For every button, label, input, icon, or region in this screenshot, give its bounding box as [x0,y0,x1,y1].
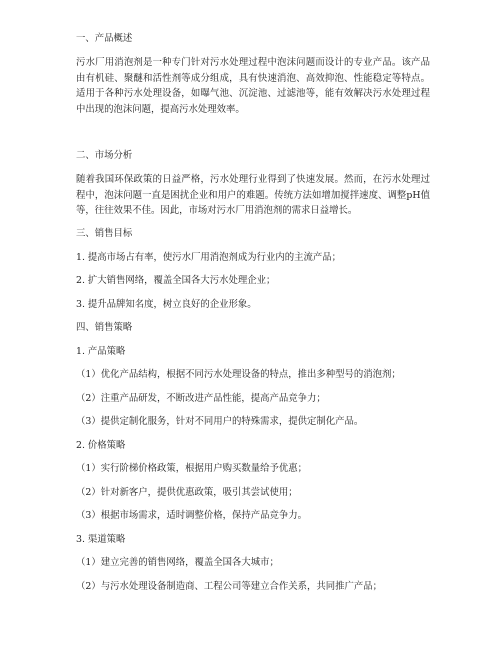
target-item: 2. 扩大销售网络，覆盖全国各大污水处理企业； [76,275,276,286]
channel-strategy-item: （1）建立完善的销售网络，覆盖全国各大城市； [76,557,279,568]
section-heading-strategy: 四、销售策略 [76,322,133,333]
subheading-channel-strategy: 3. 渠道策略 [76,534,126,545]
section-heading-targets: 三、销售目标 [76,228,133,239]
product-strategy-item: （3）提供定制化服务，针对不同用户的特殊需求，提供定制化产品。 [76,416,364,427]
channel-strategy-item: （2）与污水处理设备制造商、工程公司等建立合作关系，共同推广产品； [76,581,382,592]
target-item: 3. 提升品牌知名度，树立良好的企业形象。 [76,299,257,310]
product-strategy-item: （1）优化产品结构，根据不同污水处理设备的特点，推出多种型号的消泡剂； [76,369,401,380]
section-heading-market: 二、市场分析 [76,150,133,161]
price-strategy-item: （3）根据市场需求，适时调整价格，保持产品竞争力。 [76,510,307,521]
product-strategy-item: （2）注重产品研发，不断改进产品性能，提高产品竞争力； [76,393,326,404]
subheading-product-strategy: 1. 产品策略 [76,346,126,357]
price-strategy-item: （1）实行阶梯价格政策，根据用户购买数量给予优惠； [76,463,307,474]
price-strategy-item: （2）针对新客户，提供优惠政策，吸引其尝试使用； [76,487,298,498]
target-item: 1. 提高市场占有率，使污水厂用消泡剂成为行业内的主流产品； [76,252,342,263]
subheading-price-strategy: 2. 价格策略 [76,440,126,451]
overview-paragraph: 污水厂用消泡剂是一种专门针对污水处理过程中泡沫问题而设计的专业产品。该产品由有机硅、聚醚和活性剂等成分组成，具有快速消泡、高效抑泡、性能稳定等特点。适用于各种污水处理设备，如曝气池、沉淀池、过滤池等，能有效解决污水处理过程中出现的泡沫问题，提高污水处理效率。 [76,57,430,115]
section-heading-overview: 一、产品概述 [76,33,133,44]
market-paragraph: 随着我国环保政策的日益严格，污水处理行业得到了快速发展。然而，在污水处理过程中，泡沫问题一直是困扰企业和用户的难题。传统方法如增加搅拌速度、调整pH值等，往往效果不佳。因此，市场对污水厂用消泡剂的需求日益增长。 [76,174,430,216]
